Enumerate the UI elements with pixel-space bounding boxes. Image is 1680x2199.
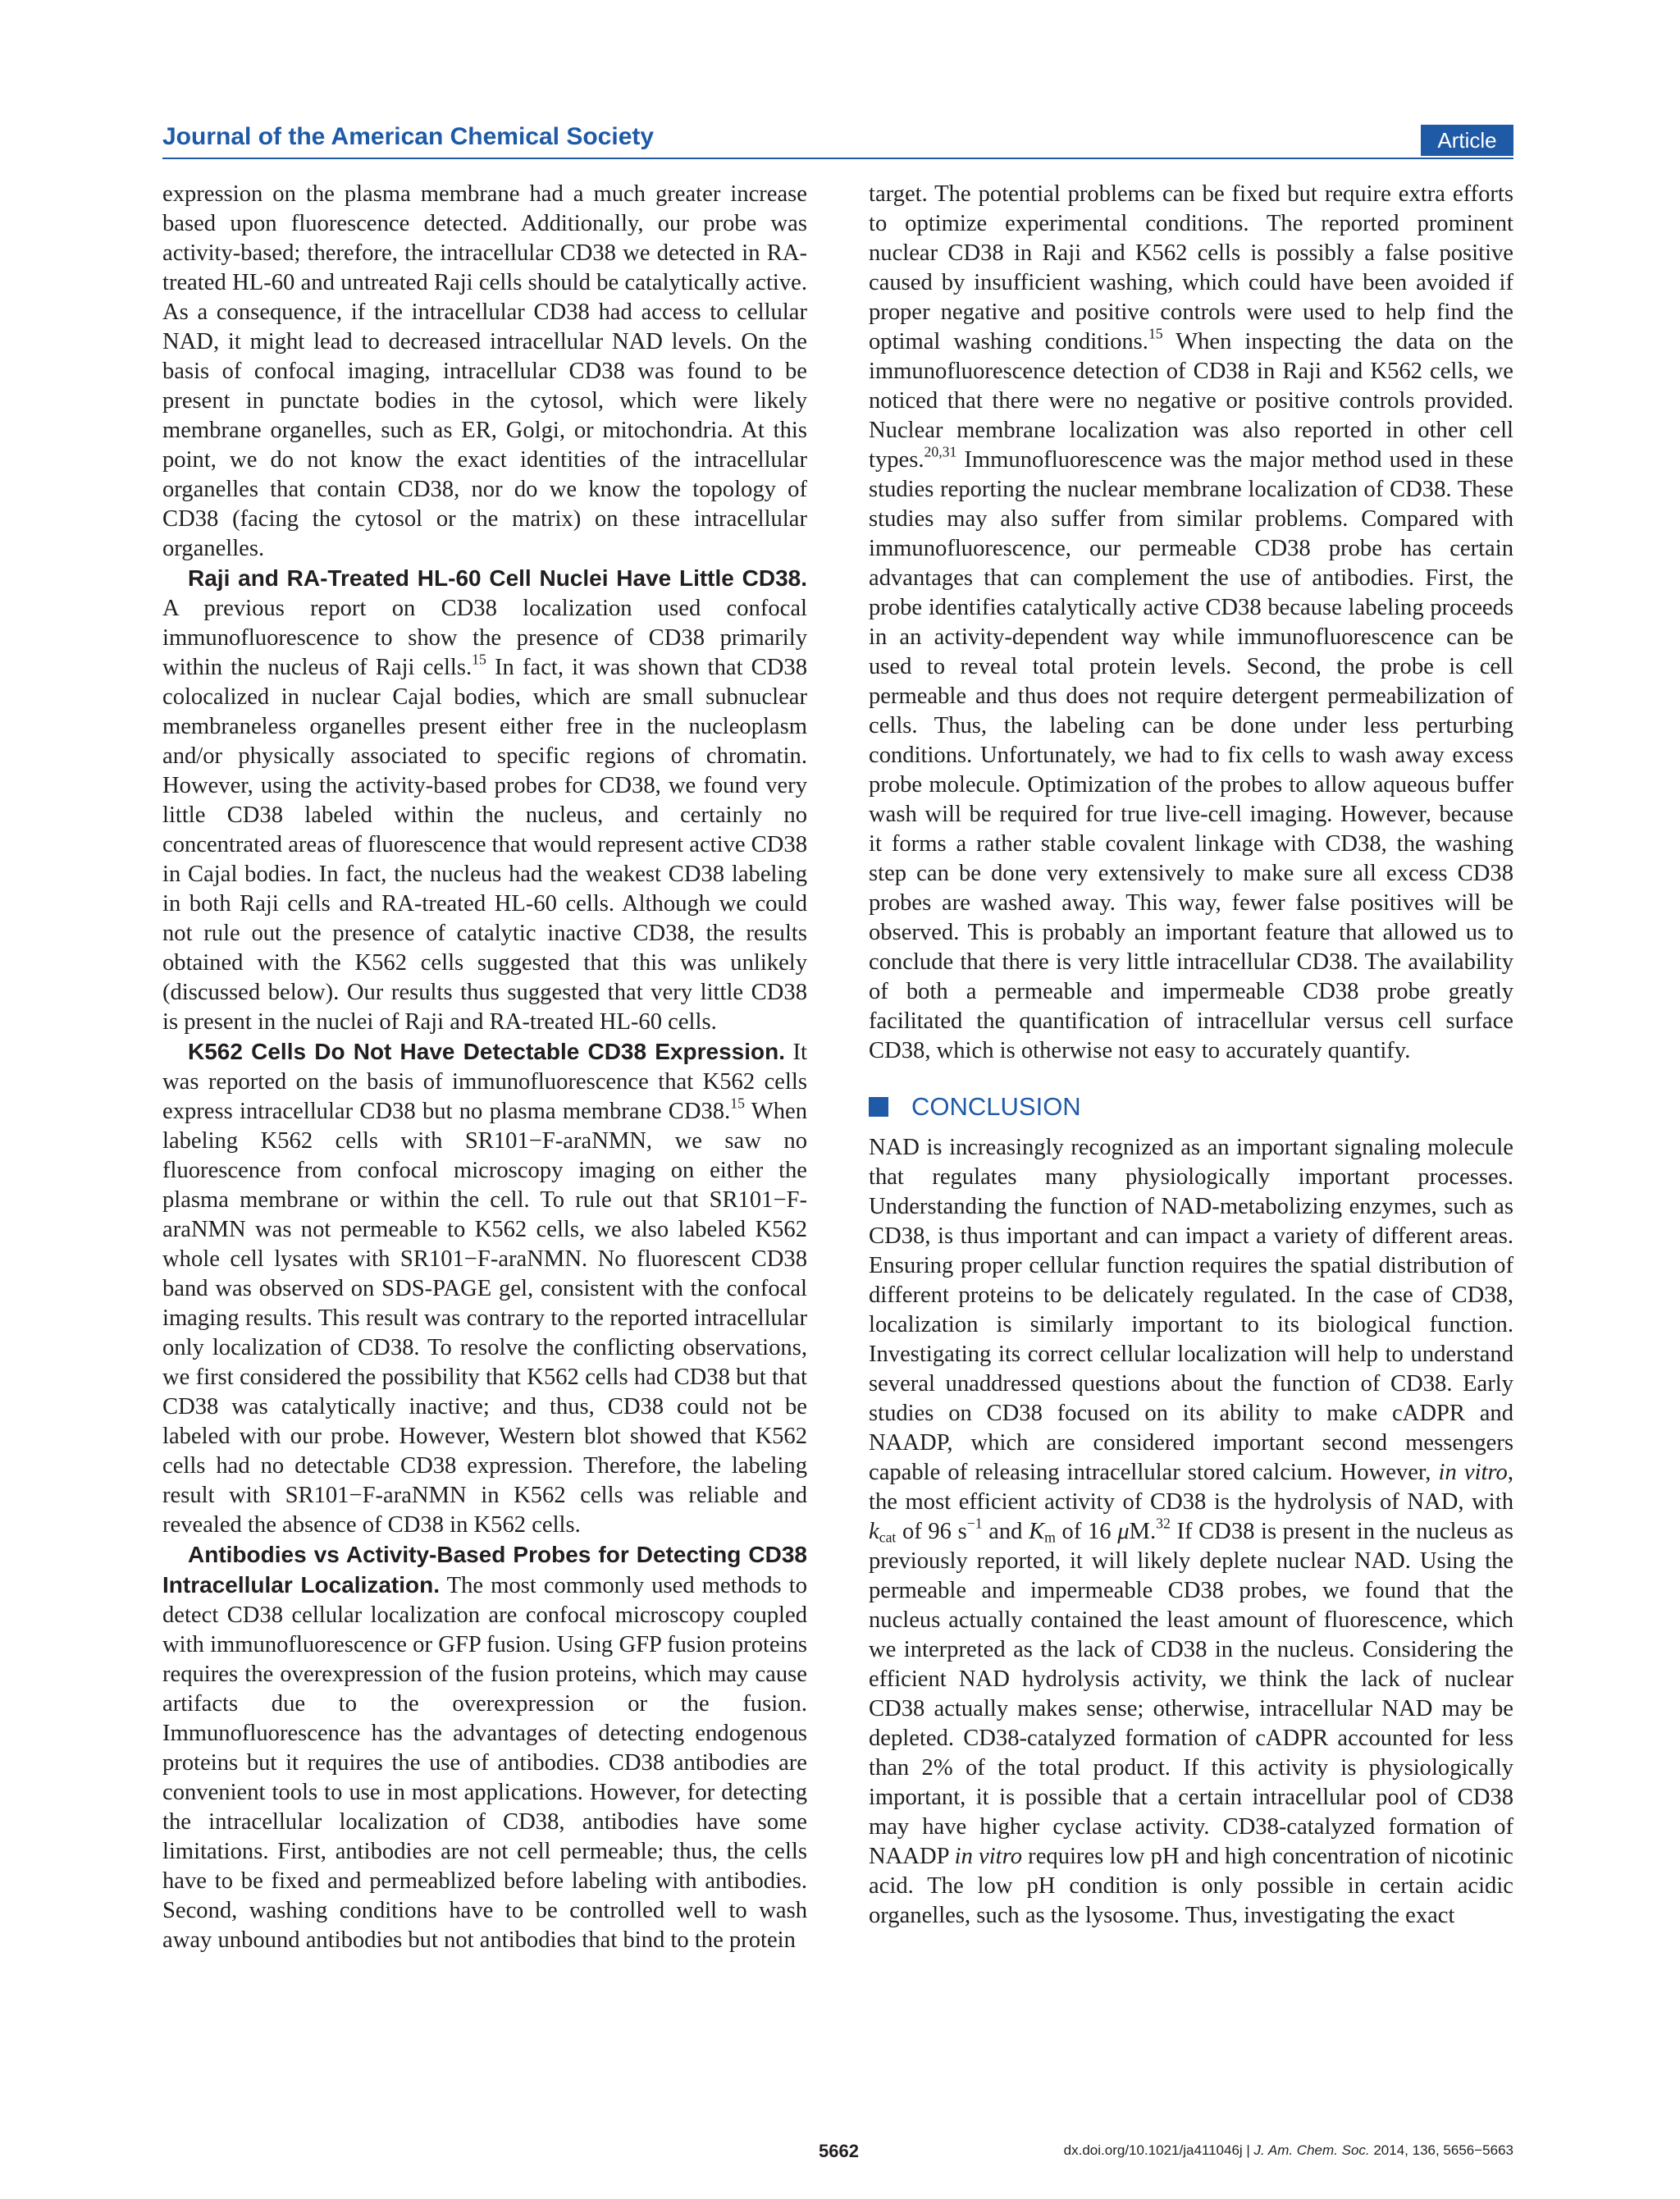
section-heading-conclusion — [869, 1090, 1513, 1123]
page-footer — [162, 2141, 1513, 2165]
journal-title[interactable]: Journal of the American Chemical Society — [162, 123, 655, 150]
paragraph-antibodies: Antibodies vs Activity-Based Probes for Detecting CD38 Intracellular Localization. The most commonly used methods to detect CD38 cellular localization are confocal microscopy coupled with immunofluorescence or GFP fusion. Using GFP fusion proteins requires the overexpression of the fusion proteins, which may cause artifacts due to the overexpression or the fusion. Immunofluorescence has the advantages of detecting endogenous proteins but it requires the use of antibodies. CD38 antibodies are convenient tools to use in most applications. However, for detecting the intracellular localization of CD38, antibodies have some limitations. First, antibodies are not cell permeable; thus, the cells have to be fixed and permeablized before labeling with antibodies. Second, washing conditions have to be controlled well to wash away unbound antibodies but not antibodies that bind to the protein — [162, 1542, 807, 1953]
paragraph-heading-raji: Raji and RA-Treated HL-60 Cell Nuclei Have Little CD38. — [188, 565, 807, 591]
header-rule — [162, 158, 1513, 159]
paragraph-heading-k562: K562 Cells Do Not Have Detectable CD38 Expression. — [188, 1039, 785, 1064]
page-number: 5662 — [819, 2141, 859, 2161]
doi-link[interactable]: dx.doi.org/10.1021/ja411046j | — [1063, 2142, 1254, 2158]
reference-link[interactable]: 32 — [1156, 1515, 1171, 1532]
right-column — [869, 180, 1513, 1931]
reference-link[interactable]: 15 — [472, 651, 486, 668]
section-title: CONCLUSION — [911, 1092, 1081, 1121]
reference-link[interactable]: 20,31 — [924, 443, 957, 460]
paragraph-k562: K562 Cells Do Not Have Detectable CD38 Expression. It was reported on the basis of immunofluorescence that K562 cells express intracellular CD38 but no plasma membrane CD38.15 When labeling K562 cells with SR101−F-araNMN, we saw no fluorescence from confocal microscopy imaging on either the plasma membrane or within the cell. To rule out that SR101−F-araNMN was not permeable to K562 cells, we also labeled K562 whole cell lysates with SR101−F-araNMN. No fluorescent CD38 band was observed on SDS-PAGE gel, consistent with the confocal imaging results. This result was contrary to the reported intracellular only localization of CD38. To resolve the conflicting observations, we first considered the possibility that K562 cells had CD38 but that CD38 was catalytically inactive; and thus, CD38 could not be labeled with our probe. However, Western blot showed that K562 cells had no detectable CD38 expression. Therefore, the labeling result with SR101−F-araNMN in K562 cells was reliable and revealed the absence of CD38 in K562 cells. — [162, 1039, 808, 1538]
section-marker-icon — [869, 1097, 888, 1117]
page-header — [162, 121, 1513, 159]
reference-link[interactable]: 15 — [730, 1095, 745, 1112]
paragraph-raji: Raji and RA-Treated HL-60 Cell Nuclei Have Little CD38. A previous report on CD38 localization used confocal immunofluorescence to show the presence of CD38 primarily within the nucleus of Raji cells.$^{15}$ In fact, it was shown that CD38 colocalized in nuclear Cajal bodies, which are small subnuclear membraneless organelles present either free in the nucleoplasm and/or physically associated to specific regions of chromatin. However, using the activity-based probes for CD38, we found very little CD38 labeled within the nucleus, and certainly no concentrated areas of fluorescence that would represent active CD38 in Cajal bodies. In fact, the nucleus had the weakest CD38 labeling in both Raji cells and RA-treated HL-60 cells. Although we could not rule out the presence of catalytic inactive CD38, the results obtained with the K562 cells suggested that this was unlikely (discussed below). Our results thus suggested that very little CD38 is present in the nuclei of Raji and RA-treated HL-60 cells. — [162, 565, 807, 1035]
left-column — [162, 180, 807, 1955]
reference-link[interactable]: 15 — [1148, 325, 1163, 342]
paragraph-conclusion: NAD is increasingly recognized as an important signaling molecule that regulates many physiologically important processes. Understanding the function of NAD-metabolizing enzymes, such as CD38, is thus important and can impact a variety of different areas. Ensuring proper cellular function requires the spatial distribution of different proteins to be delicately regulated. In the case of CD38, localization is similarly important to its biological function. Investigating its correct cellular localization will help to understand several unaddressed questions about the function of CD38. Early studies on CD38 focused on its ability to make cADPR and NAADP, which are considered important second messengers capable of releasing intracellular stored calcium. However, in vitro, the most efficient activity of CD38 is the hydrolysis of NAD, with $k_{cat}$ of 96 $s^{-1}$ and $K_m$ of 16 μM.$^{32}$ If CD38 is present in the nucleus as previously reported, it will likely deplete nuclear NAD. Using the permeable and impermeable CD38 probes, we found that the nucleus actually contained the least amount of fluorescence, which we interpreted as the lack of CD38 in the nucleus. Considering the efficient NAD hydrolysis activity, we think the lack of nuclear CD38 actually makes sense; otherwise, intracellular NAD may be depleted. CD38-catalyzed formation of cADPR accounted for less than 2% of the total product. If this activity is physiologically important, it is possible that a certain intracellular pool of CD38 may have higher cyclase activity. CD38-catalyzed formation of NAADP in vitro requires low pH and high concentration of nicotinic acid. The low pH condition is only possible in certain acidic organelles, such as the lysosome. Thus, investigating the exact — [869, 1135, 1514, 1928]
paragraph-intro: expression on the plasma membrane had a much greater increase based upon fluorescence detected. Additionally, our probe was activity-based; therefore, the intracellular CD38 we detected in RA-treated HL-60 and untreated Raji cells should be catalytically active. As a consequence, if the intracellular CD38 had access to cellular NAD, it might lead to decreased intracellular NAD levels. On the basis of confocal imaging, intracellular CD38 was found to be present in punctate bodies in the cytosol, which were likely membrane organelles, such as ER, Golgi, or mitochondria. At this point, we do not know the exact identities of the intracellular organelles that contain CD38, nor do we know the topology of CD38 (facing the cytosol or the matrix) on these intracellular organelles. — [162, 181, 807, 561]
paragraph-heading-antibodies: Antibodies vs Activity-Based Probes for Detecting CD38 Intracellular Localization. — [162, 1542, 807, 1598]
citation: dx.doi.org/10.1021/ja411046j | J. Am. Chem. Soc. 2014, 136, 5656−5663 — [1063, 2142, 1513, 2158]
article-type-badge: Article — [1421, 125, 1513, 156]
paragraph-continued: target. The potential problems can be fixed but require extra efforts to optimize experimental conditions. The reported prominent nuclear CD38 in Raji and K562 cells is possibly a false positive caused by insufficient washing, which could have been avoided if proper negative and positive controls were used to help find the optimal washing conditions.$^{15}$ When inspecting the data on the immunofluorescence detection of CD38 in Raji and K562 cells, we noticed that there were no negative or positive controls provided. Nuclear membrane localization was also reported in other cell types.$^{20,31}$ Immunofluorescence was the major method used in these studies reporting the nuclear membrane localization of CD38. These studies may also suffer from similar problems. Compared with immunofluorescence, our permeable CD38 probe has certain advantages that can complement the use of antibodies. First, the probe identifies catalytically active CD38 because labeling proceeds in an activity-dependent way while immunofluorescence can be used to reveal total protein levels. Second, the probe is cell permeable and thus does not require detergent permeabilization of cells. Thus, the labeling can be done under less perturbing conditions. Unfortunately, we had to fix cells to wash away excess probe molecule. Optimization of the probes to allow aqueous buffer wash will be required for true live-cell imaging. However, because it forms a rather stable covalent linkage with CD38, the washing step can be done very extensively to make sure all excess CD38 probes are washed away. This way, fewer false positives will be observed. This is probably an important feature that allowed us to conclude that there is very little intracellular CD38. The availability of both a permeable and impermeable CD38 probe greatly facilitated the quantification of intracellular versus cell surface CD38, which is otherwise not easy to accurately quantify. — [869, 181, 1513, 1063]
